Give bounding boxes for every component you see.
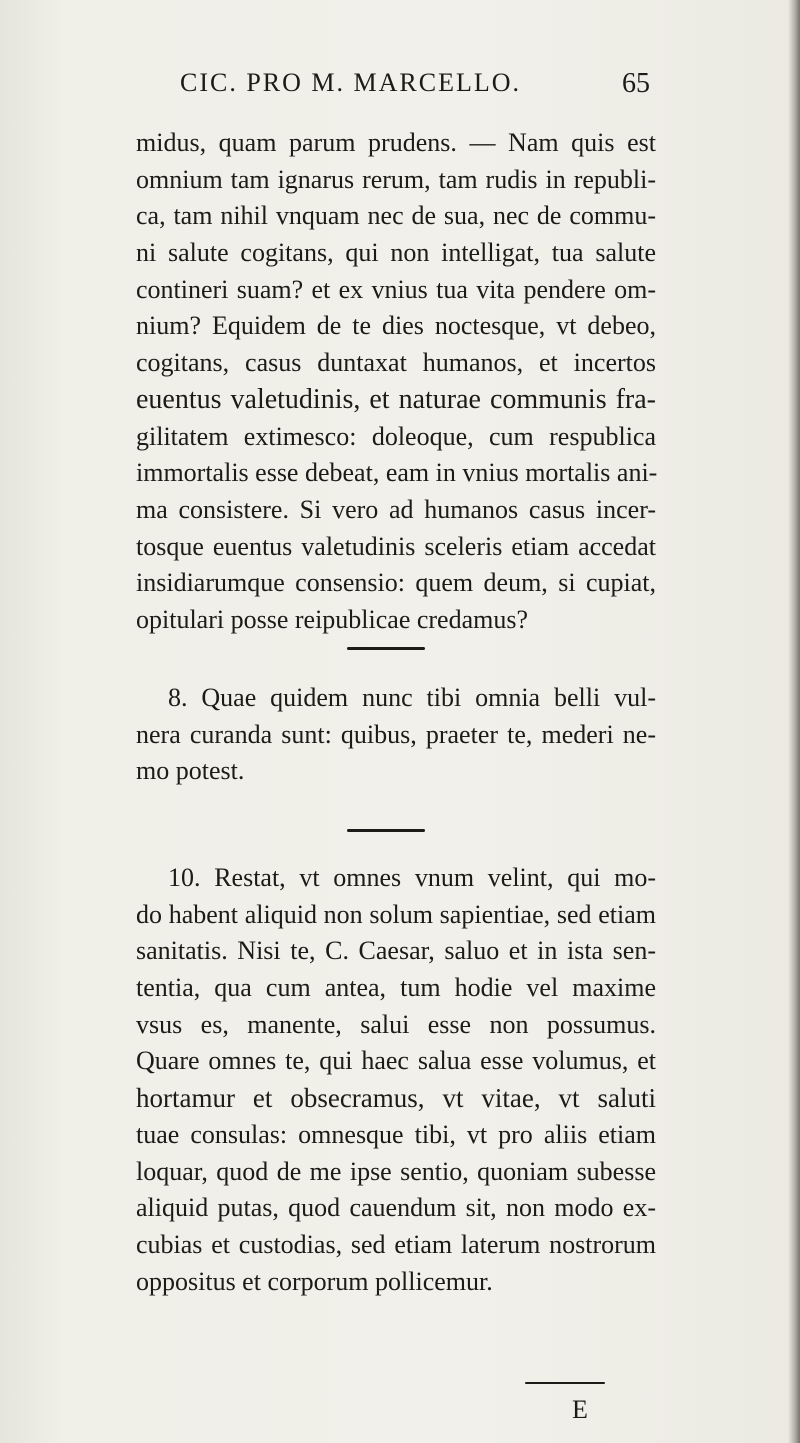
text-line: sanitatis. Nisi te, C. Caesar, saluo et in ista sen-	[136, 936, 656, 966]
text-line: do habent aliquid non solum sapientiae, sed etiam	[136, 899, 656, 929]
text-line: nium? Equidem de te dies noctesque, vt debeo,	[136, 311, 656, 341]
paragraph-section-10	[136, 860, 656, 1300]
page-gutter-shadow	[788, 0, 800, 1443]
footer-divider	[525, 1382, 605, 1384]
text-line: ma consistere. Si vero ad humanos casus incer-	[136, 494, 656, 524]
text-line: immortalis esse debeat, eam in vnius mortalis ani-	[136, 458, 658, 488]
text-line: midus, quam parum prudens. — Nam quis est	[136, 128, 656, 157]
text-line: tentia, qua cum antea, tum hodie vel maxime	[136, 973, 656, 1003]
text-line: nera curanda sunt: quibus, praeter te, mederi ne-	[136, 719, 656, 749]
text-line: cogitans, casus duntaxat humanos, et incertos	[136, 348, 656, 378]
section-divider	[347, 647, 425, 650]
text-line: hortamur et obsecramus, vt vitae, vt saluti	[136, 1083, 656, 1114]
running-title: CIC. PRO M. MARCELLO.	[180, 68, 522, 97]
text-line: cubias et custodias, sed etiam laterum nostrorum	[136, 1229, 656, 1259]
text-line: oppositus et corporum pollicemur.	[136, 1266, 493, 1296]
catchword: E	[572, 1395, 588, 1424]
text-line: aliquid putas, quod cauendum sit, non modo ex-	[136, 1193, 656, 1223]
paragraph-section-8	[136, 680, 656, 790]
text-line: omnium tam ignarus rerum, tam rudis in republi-	[136, 164, 656, 194]
paragraph-continuation	[136, 125, 656, 639]
text-line: insidiarumque consensio: quem deum, si cupiat,	[136, 568, 656, 598]
text-line: mo potest.	[136, 756, 245, 786]
running-head	[180, 68, 650, 108]
text-line: 8. Quae quidem nunc tibi omnia belli vul-	[168, 683, 656, 712]
text-line: tosque euentus valetudinis sceleris etiam accedat	[136, 531, 656, 561]
text-line: Quare omnes te, qui haec salua esse volumus, et	[136, 1046, 656, 1076]
text-line: gilitatem extimesco: doleoque, cum respublica	[136, 421, 656, 451]
text-line: opitulari posse reipublicae credamus?	[136, 604, 529, 634]
text-line: euentus valetudinis, et naturae communis fra-	[136, 383, 656, 415]
text-line: tuae consulas: omnesque tibi, vt pro aliis etiam	[136, 1119, 656, 1149]
page-number: 65	[622, 68, 650, 99]
text-line: 10. Restat, vt omnes vnum velint, qui mo-	[168, 863, 656, 892]
text-line: ni salute cogitans, qui non intelligat, tua salute	[136, 238, 656, 268]
text-line: contineri suam? et ex vnius tua vita pendere om-	[136, 274, 656, 304]
text-line: ca, tam nihil vnquam nec de sua, nec de commu-	[136, 201, 656, 231]
text-line: vsus es, manente, salui esse non possumus.	[136, 1009, 656, 1039]
section-divider	[347, 829, 425, 832]
text-line: loquar, quod de me ipse sentio, quoniam subesse	[136, 1156, 656, 1186]
